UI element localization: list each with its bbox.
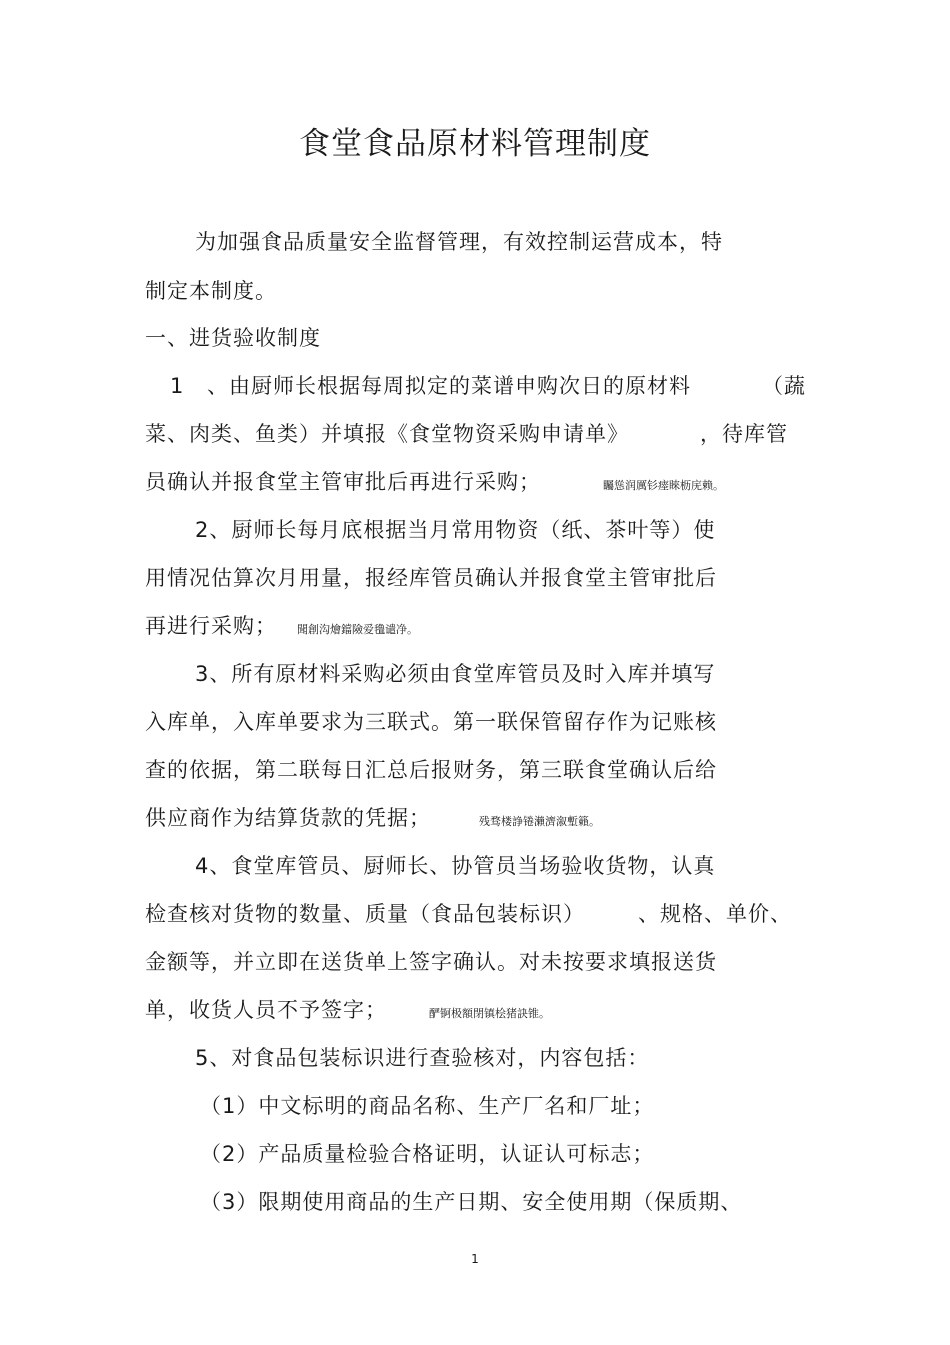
item5-sub-2: （2）产品质量检验合格证明，认证认可标志； [200,1142,655,1166]
item5-line-1: 5、对食品包装标识进行查验核对，内容包括： [195,1046,650,1070]
item4-line-1: 4、食堂库管员、厨师长、协管员当场验收货物，认真 [195,854,716,878]
item4-line-2a: 检查核对货物的数量、质量（食品包装标识） [145,902,585,926]
intro-line-2: 制定本制度。 [145,279,277,303]
item1-line-1b: （蔬 [762,374,806,398]
item2-line-3 [145,611,418,645]
item3-line-4 [145,803,600,837]
item1-garbled-note: 矚慫润厲钐瘗睞枥庑赖。 [603,479,724,492]
item1-number: 1 [170,374,185,398]
item2-garbled-note: 聞創沟燴鐺險爱氇谴净。 [297,623,418,636]
item1-line-3 [145,467,724,501]
item3-line-4-text: 供应商作为结算货款的凭据； [145,806,431,830]
item3-line-2: 入库单，入库单要求为三联式。第一联保管留存作为记账核 [145,710,717,734]
item1-line-1a: 、由厨师长根据每周拟定的菜谱申购次日的原材料 [207,374,691,398]
item3-line-3: 查的依据，第二联每日汇总后报财务，第三联食堂确认后给 [145,758,717,782]
item4-garbled-note: 酽锕极額閉镇桧猪訣锥。 [429,1007,550,1020]
item3-garbled-note: 残骛楼諍锩瀨濟溆塹籟。 [479,815,600,828]
item4-line-4 [145,995,550,1029]
item5-sub-3: （3）限期使用商品的生产日期、安全使用期（保质期、 [200,1190,743,1214]
item2-line-2: 用情况估算次月用量，报经库管员确认并报食堂主管审批后 [145,566,717,590]
page-number: 1 [471,1252,479,1266]
document-title: 食堂食品原材料管理制度 [299,126,651,162]
item2-line-3-text: 再进行采购； [145,614,277,638]
item2-line-1: 2、厨师长每月底根据当月常用物资（纸、茶叶等）使 [195,518,716,542]
item4-line-4-text: 单，收货人员不予签字； [145,998,387,1022]
section-heading-receiving: 一、进货验收制度 [145,326,321,350]
item1-line-2b: ，待库管 [700,422,788,446]
item1-line-3-text: 员确认并报食堂主管审批后再进行采购； [145,470,541,494]
intro-line-1: 为加强食品质量安全监督管理，有效控制运营成本，特 [195,230,723,254]
item1-line-2a: 菜、肉类、鱼类）并填报《食堂物资采购申请单》 [145,422,629,446]
item4-line-2b: 、规格、单价、 [638,902,792,926]
item5-sub-1: （1）中文标明的商品名称、生产厂名和厂址； [200,1094,655,1118]
item3-line-1: 3、所有原材料采购必须由食堂库管员及时入库并填写 [195,662,716,686]
item4-line-3: 金额等，并立即在送货单上签字确认。对未按要求填报送货 [145,950,717,974]
